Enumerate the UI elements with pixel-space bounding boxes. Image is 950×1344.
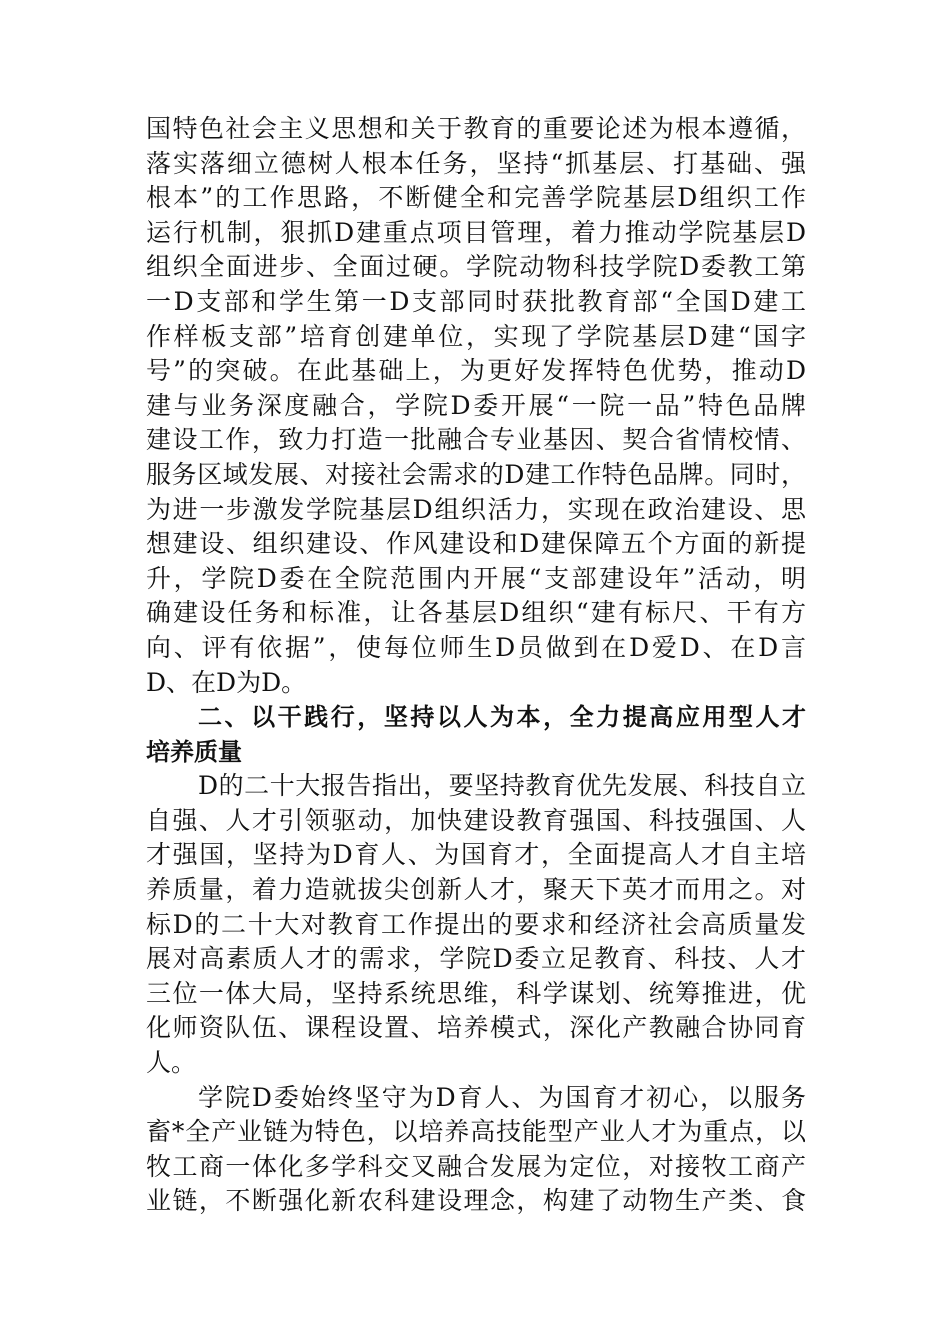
- text-line: 确建设任务和标准，让各基层D组织“建有标尺、干有方: [146, 598, 806, 628]
- text-line: 落实落细立德树人根本任务，坚持“抓基层、打基础、强: [146, 148, 806, 178]
- text-line: 自强、人才引领驱动，加快建设教育强国、科技强国、人: [146, 805, 806, 835]
- text-line: 展对高素质人才的需求，学院D委立足教育、科技、人才: [146, 944, 806, 974]
- text-line: 畜*全产业链为特色，以培养高技能型产业人才为重点，以: [146, 1117, 806, 1147]
- text-line: D、在D为D。: [146, 667, 307, 697]
- text-line: 牧工商一体化多学科交叉融合发展为定位，对接牧工商产: [146, 1151, 806, 1181]
- text-line: 为进一步激发学院基层D组织活力，实现在政治建设、思: [146, 494, 806, 524]
- text-line: 组织全面进步、全面过硬。学院动物科技学院D委教工第: [146, 252, 806, 282]
- text-line: 根本”的工作思路，不断健全和完善学院基层D组织工作: [146, 183, 806, 213]
- text-line: 业链，不断强化新农科建设理念，构建了动物生产类、食: [146, 1186, 806, 1216]
- text-line: 化师资队伍、课程设置、培养模式，深化产教融合协同育: [146, 1013, 806, 1043]
- text-line: 国特色社会主义思想和关于教育的重要论述为根本遵循，: [146, 114, 806, 143]
- text-line: 向、评有依据”，使每位师生D员做到在D爱D、在D言: [146, 632, 806, 662]
- text-line: 人。: [146, 1048, 197, 1078]
- document-page: [146, 112, 806, 1219]
- section-heading: 培养质量: [146, 737, 242, 766]
- text-line: 运行机制，狠抓D建重点项目管理，着力推动学院基层D: [146, 217, 806, 247]
- text-line: 才强国，坚持为D育人、为国育才，全面提高人才自主培: [146, 840, 806, 870]
- text-line: 标D的二十大对教育工作提出的要求和经济社会高质量发: [146, 909, 806, 939]
- text-line: 一D支部和学生第一D支部同时获批教育部“全国D建工: [146, 286, 806, 316]
- text-line: 养质量，着力造就拔尖创新人才，聚天下英才而用之。对: [146, 875, 806, 905]
- text-line: 号”的突破。在此基础上，为更好发挥特色优势，推动D: [146, 356, 806, 386]
- text-line: 升，学院D委在全院范围内开展“支部建设年”活动，明: [146, 563, 806, 593]
- text-line: 服务区域发展、对接社会需求的D建工作特色品牌。同时，: [146, 459, 806, 489]
- section-heading: 二、以干践行，坚持以人为本，全力提高应用型人才: [198, 703, 806, 732]
- text-line: 学院D委始终坚守为D育人、为国育才初心，以服务: [198, 1082, 806, 1112]
- text-line: 作样板支部”培育创建单位，实现了学院基层D建“国字: [146, 321, 806, 351]
- text-line: 建与业务深度融合，学院D委开展“一院一品”特色品牌: [146, 390, 806, 420]
- text-line: D的二十大报告指出，要坚持教育优先发展、科技自立: [198, 771, 806, 801]
- text-line: 想建设、组织建设、作风建设和D建保障五个方面的新提: [146, 529, 806, 559]
- text-line: 三位一体大局，坚持系统思维，科学谋划、统筹推进，优: [146, 978, 806, 1008]
- text-line: 建设工作，致力打造一批融合专业基因、契合省情校情、: [146, 425, 806, 455]
